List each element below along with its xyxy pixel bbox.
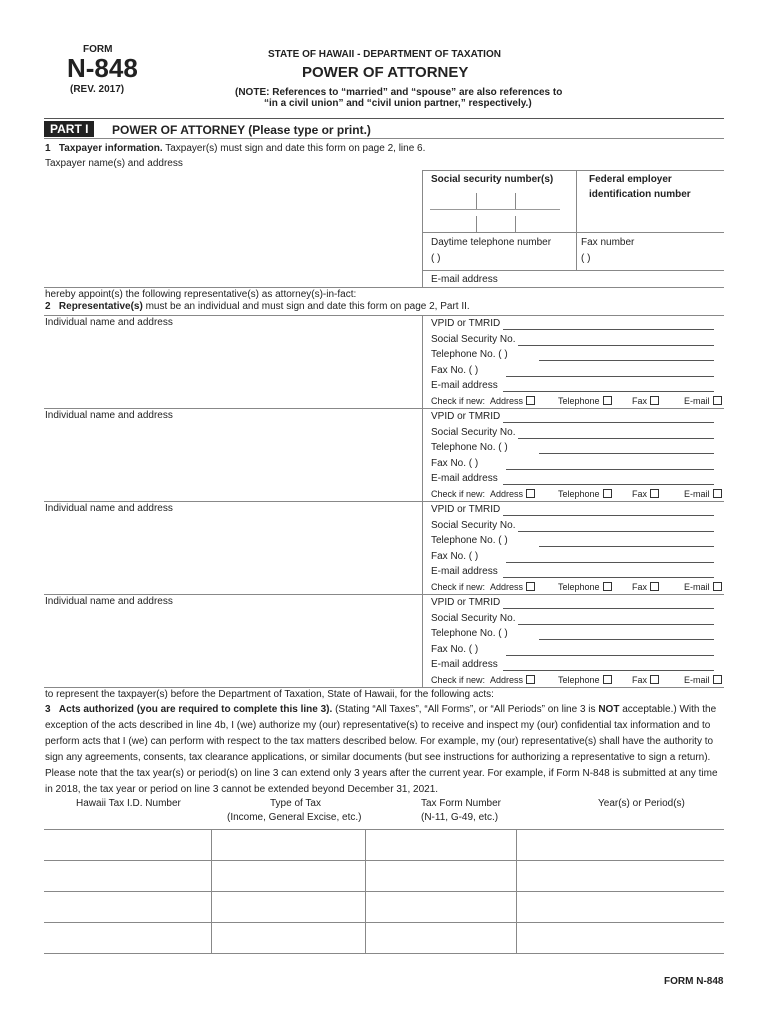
rep-1-email-checkbox[interactable]: [713, 396, 722, 405]
line3-heading: Acts authorized (you are required to complete this line 3).: [58, 704, 333, 715]
rep-3-ssn-label: Social Security No.: [431, 520, 516, 531]
table-col-type: Type of Tax: [270, 798, 321, 809]
rep-4-phone-input[interactable]: [539, 639, 714, 640]
rep-4-phone-label: Telephone No. ( ): [431, 628, 508, 639]
rep-3-fax-input[interactable]: [506, 562, 714, 563]
rep-4-fax-check[interactable]: [632, 674, 659, 686]
rep-1-email-text: E-mail: [684, 396, 710, 406]
rep-1-fax-input[interactable]: [506, 376, 714, 377]
rep-1-name-field[interactable]: [45, 331, 421, 405]
rep-3-email-input[interactable]: [503, 577, 714, 578]
rep-1-email-input[interactable]: [503, 391, 714, 392]
rep-3-address-text: Address: [490, 582, 524, 592]
rep-3-ssn-input[interactable]: [518, 531, 714, 532]
rep-2-vpid-input[interactable]: [503, 422, 714, 423]
rep-3-email-label: E-mail address: [431, 566, 498, 577]
rep-1-name-label: Individual name and address: [45, 317, 173, 328]
table-col-taxid: Hawaii Tax I.D. Number: [76, 798, 181, 809]
table-row-4-type-cell[interactable]: [212, 923, 364, 952]
rep-4-email-label: E-mail address: [431, 659, 498, 670]
table-row-2-taxid-cell[interactable]: [45, 861, 210, 890]
rep-2-ssn-input[interactable]: [518, 438, 714, 439]
rep-4-fax-label: Fax No. ( ): [431, 644, 479, 655]
table-row-2-form-cell[interactable]: [366, 861, 515, 890]
fein-label-2: identification number: [589, 189, 691, 200]
table-row-4-years-cell[interactable]: [517, 923, 723, 952]
rep-1-check-label: Check if new:: [431, 396, 486, 406]
rep-3-fax-text: Fax: [632, 582, 648, 592]
rep-2-name-label: Individual name and address: [45, 410, 173, 421]
taxpayer-email-label: E-mail address: [431, 274, 498, 285]
table-row-3-taxid-cell[interactable]: [45, 892, 210, 921]
table-row-1-type-cell[interactable]: [212, 830, 364, 859]
rep-2-phone-label: Telephone No. ( ): [431, 442, 508, 453]
rep-4-vpid-label: VPID or TMRID: [431, 597, 501, 608]
rep-2-vpid-label: VPID or TMRID: [431, 411, 501, 422]
rep-4-fax-text: Fax: [632, 675, 648, 685]
fax-number-field[interactable]: ( ): [581, 253, 591, 264]
rep-2-telephone-check[interactable]: [558, 488, 612, 500]
form-number: N-848: [67, 53, 138, 83]
daytime-phone-field[interactable]: ( ): [431, 253, 441, 264]
rep-4-email-input[interactable]: [503, 670, 714, 671]
taxpayer-name-field[interactable]: [45, 172, 421, 284]
table-row-3-type-cell[interactable]: [212, 892, 364, 921]
fax-number-label: Fax number: [581, 237, 635, 248]
page-title: POWER OF ATTORNEY: [302, 64, 469, 81]
rep-2-telephone-checkbox[interactable]: [603, 489, 612, 498]
rep-1-address-text: Address: [490, 396, 524, 406]
rep-3-address-checkbox[interactable]: [526, 582, 535, 591]
rep-3-address-check[interactable]: [490, 581, 535, 593]
table-row-2-type-cell[interactable]: [212, 861, 364, 890]
rep-2-address-text: Address: [490, 489, 524, 499]
line2-row: [45, 301, 470, 313]
rep-3-fax-check[interactable]: [632, 581, 659, 593]
rep-3-email-text: E-mail: [684, 582, 710, 592]
rep-2-fax-check[interactable]: [632, 488, 659, 500]
rep-3-email-check[interactable]: [684, 581, 722, 593]
rep-2-phone-input[interactable]: [539, 453, 714, 454]
line1-number: 1: [45, 143, 51, 154]
fein-label-1: Federal employer: [589, 174, 672, 185]
rep-2-address-check[interactable]: [490, 488, 535, 500]
rep-4-ssn-input[interactable]: [518, 624, 714, 625]
rep-1-vpid-label: VPID or TMRID: [431, 318, 501, 329]
rep-4-name-field[interactable]: [45, 610, 421, 684]
rep-4-name-label: Individual name and address: [45, 596, 173, 607]
table-row-3-form-cell[interactable]: [366, 892, 515, 921]
rep-2-fax-label: Fax No. ( ): [431, 458, 479, 469]
rep-2-email-label: E-mail address: [431, 473, 498, 484]
ssn-label: Social security number(s): [431, 174, 554, 185]
rep-1-email-label: E-mail address: [431, 380, 498, 391]
line2-number: 2: [45, 301, 51, 312]
note-line-2: “in a civil union” and “civil union partner,” respectively.): [264, 98, 532, 109]
rep-1-fax-checkbox[interactable]: [650, 396, 659, 405]
line3-text-2: exception of the acts described in line 4b, I (we) authorize my (our) representative(s) to receive and inspect my (our) confidential tax information and to: [45, 720, 711, 731]
rep-2-fax-input[interactable]: [506, 469, 714, 470]
line3-text-a: (Stating “All Taxes”, “All Forms”, or “All Periods” on line 3 is: [332, 704, 599, 715]
rep-2-name-field[interactable]: [45, 424, 421, 498]
represent-text: to represent the taxpayer(s) before the Department of Taxation, State of Hawaii, for the following acts:: [45, 689, 494, 700]
rep-1-fax-text: Fax: [632, 396, 648, 406]
footer-form-number: FORM N-848: [664, 976, 724, 987]
rep-4-vpid-input[interactable]: [503, 608, 714, 609]
rep-3-telephone-check[interactable]: [558, 581, 612, 593]
line1-row: [45, 143, 425, 155]
line3-text-6: in 2018, the tax year or period on line 3 cannot be extended beyond December 31, 2021.: [45, 784, 439, 795]
table-col-form: Tax Form Number: [421, 798, 502, 809]
rep-2-email-input[interactable]: [503, 484, 714, 485]
table-row-4-taxid-cell[interactable]: [45, 923, 210, 952]
form-revision: (REV. 2017): [70, 84, 125, 95]
line2-text: must be an individual and must sign and date this form on page 2, Part II.: [142, 301, 470, 312]
rep-2-email-check[interactable]: [684, 488, 722, 500]
line2-heading: Representative(s): [58, 301, 143, 312]
line3-not: NOT: [598, 704, 620, 715]
line3-number: 3: [45, 704, 51, 715]
table-row-2-years-cell[interactable]: [517, 861, 723, 890]
rep-2-check-label: Check if new:: [431, 489, 486, 499]
rep-1-telephone-checkbox[interactable]: [603, 396, 612, 405]
rep-3-name-field[interactable]: [45, 517, 421, 591]
rep-2-telephone-text: Telephone: [558, 489, 600, 499]
rep-4-email-checkbox[interactable]: [713, 675, 722, 684]
table-row-1-taxid-cell[interactable]: [45, 830, 210, 859]
ssn-field-1[interactable]: [430, 209, 560, 210]
table-col-form-sub: (N-11, G-49, etc.): [421, 812, 499, 823]
rep-2-ssn-label: Social Security No.: [431, 427, 516, 438]
rep-4-email-check[interactable]: [684, 674, 722, 686]
rep-3-telephone-checkbox[interactable]: [603, 582, 612, 591]
line3-text-b: acceptable.) With the: [619, 704, 717, 715]
table-row-1-years-cell[interactable]: [517, 830, 723, 859]
table-row-3-years-cell[interactable]: [517, 892, 723, 921]
part-title: POWER OF ATTORNEY (Please type or print.): [112, 123, 371, 137]
rep-1-vpid-input[interactable]: [503, 329, 714, 330]
rep-4-email-text: E-mail: [684, 675, 710, 685]
rep-1-phone-input[interactable]: [539, 360, 714, 361]
table-row-1-form-cell[interactable]: [366, 830, 515, 859]
table-col-type-sub: (Income, General Excise, etc.): [227, 812, 362, 823]
line3-text-4: sign any agreements, consents, tax clearance applications, or similar documents (but see instructions for authorizing a representative to sign a return).: [45, 752, 711, 763]
appoint-text: hereby appoint(s) the following representative(s) as attorney(s)-in-fact:: [45, 289, 357, 300]
rep-3-check-label: Check if new:: [431, 582, 486, 592]
rep-3-telephone-text: Telephone: [558, 582, 600, 592]
rep-4-ssn-label: Social Security No.: [431, 613, 516, 624]
rep-4-fax-checkbox[interactable]: [650, 675, 659, 684]
rep-1-fax-check[interactable]: [632, 395, 659, 407]
rep-2-fax-text: Fax: [632, 489, 648, 499]
line3-text-3: perform acts that I (we) can perform with respect to the tax matters described below. For example, my (our) representative(s) shall have the authority to: [45, 736, 714, 747]
rep-3-vpid-input[interactable]: [503, 515, 714, 516]
rep-2-fax-checkbox[interactable]: [650, 489, 659, 498]
rep-1-telephone-text: Telephone: [558, 396, 600, 406]
rep-1-ssn-input[interactable]: [518, 345, 714, 346]
rep-1-telephone-check[interactable]: [558, 395, 612, 407]
form-label: FORM: [83, 44, 113, 55]
rep-3-name-label: Individual name and address: [45, 503, 173, 514]
rep-4-telephone-text: Telephone: [558, 675, 600, 685]
rep-4-check-label: Check if new:: [431, 675, 486, 685]
rep-3-fax-checkbox[interactable]: [650, 582, 659, 591]
rep-1-address-check[interactable]: [490, 395, 535, 407]
line1-heading: Taxpayer information.: [58, 143, 163, 154]
line1-text: Taxpayer(s) must sign and date this form on page 2, line 6.: [162, 143, 426, 154]
rep-2-email-checkbox[interactable]: [713, 489, 722, 498]
rep-3-fax-label: Fax No. ( ): [431, 551, 479, 562]
rep-2-address-checkbox[interactable]: [526, 489, 535, 498]
rep-1-fax-label: Fax No. ( ): [431, 365, 479, 376]
rep-4-telephone-check[interactable]: [558, 674, 612, 686]
part-tag: PART I: [44, 121, 94, 137]
rep-2-email-text: E-mail: [684, 489, 710, 499]
rep-3-vpid-label: VPID or TMRID: [431, 504, 501, 515]
note-line-1: (NOTE: References to “married” and “spouse” are also references to: [235, 87, 563, 98]
rep-4-address-checkbox[interactable]: [526, 675, 535, 684]
line3-text-5: Please note that the tax year(s) or period(s) on line 3 can extend only 3 years after the current year. For example, if Form N-848 is submitted at any time: [45, 768, 718, 779]
rep-3-phone-label: Telephone No. ( ): [431, 535, 508, 546]
rep-4-address-text: Address: [490, 675, 524, 685]
rep-1-address-checkbox[interactable]: [526, 396, 535, 405]
taxpayer-name-label: Taxpayer name(s) and address: [45, 158, 183, 169]
table-row-4-form-cell[interactable]: [366, 923, 515, 952]
line3-paragraph: [45, 702, 723, 798]
rep-1-phone-label: Telephone No. ( ): [431, 349, 508, 360]
rep-1-email-check[interactable]: [684, 395, 722, 407]
rep-4-fax-input[interactable]: [506, 655, 714, 656]
rep-4-address-check[interactable]: [490, 674, 535, 686]
rep-4-telephone-checkbox[interactable]: [603, 675, 612, 684]
rep-3-email-checkbox[interactable]: [713, 582, 722, 591]
daytime-phone-label: Daytime telephone number: [431, 237, 552, 248]
rep-1-ssn-label: Social Security No.: [431, 334, 516, 345]
rep-3-phone-input[interactable]: [539, 546, 714, 547]
agency-name: STATE OF HAWAII - DEPARTMENT OF TAXATION: [268, 49, 501, 60]
table-col-years: Year(s) or Period(s): [598, 798, 685, 809]
